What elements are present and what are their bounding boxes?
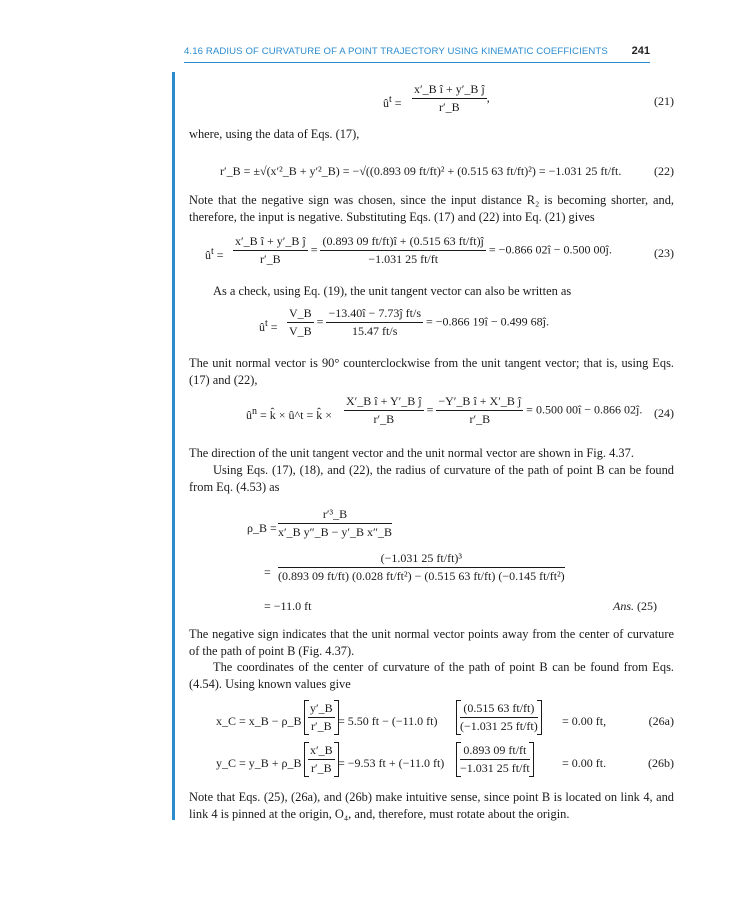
numerator: −13.40î − 7.73ĵ ft/s	[326, 306, 423, 323]
paragraph: where, using the data of Eqs. (17),	[189, 127, 360, 141]
equals: =	[394, 96, 402, 110]
paragraph: The direction of the unit tangent vector and the unit normal vector are shown in Fig. 4.37.	[189, 446, 634, 460]
denominator: (−1.031 25 ft/ft)	[460, 719, 538, 733]
equation-21	[0, 82, 737, 116]
answer-label: Ans.	[613, 599, 634, 613]
denominator: r′_B	[311, 761, 332, 775]
lhs: ρ_B =	[247, 521, 277, 535]
fraction-2	[436, 394, 523, 427]
result: = 0.00 ft.	[562, 756, 607, 770]
equation-24: $û^n$ = k̂ × û^t = k̂ × $\frac{\text{X′\_B î + Y′\_B ĵ}}{r'\_B}$ = $\frac{\text{−Y′\_B î + X′\_B ĵ}}{r'\_B}$ = 0.500 00î − 0.866 02ĵ. (24)	[246, 394, 674, 426]
equation-number: (21)	[654, 94, 674, 108]
denominator: x′_B y″_B − y′_B x″_B	[278, 525, 393, 539]
paragraph: The coordinates of the center of curvature of the path of point B can be found from Eqs. (4.54). Using known values give	[189, 660, 674, 691]
bracket	[304, 700, 339, 735]
lhs: û	[383, 96, 389, 110]
denominator: r′_B	[260, 252, 281, 266]
lhs: û	[259, 320, 265, 334]
section-title: 4.16 RADIUS OF CURVATURE OF A POINT TRAJECTORY USING KINEMATIC COEFFICIENTS	[184, 46, 608, 57]
numerator: 0.893 09 ft/ft	[460, 743, 530, 760]
result: = −0.866 19î − 0.499 68ĵ.	[426, 314, 549, 329]
header-rule	[184, 62, 650, 63]
comma: ,	[486, 90, 490, 105]
numerator: r′³_B	[278, 507, 392, 524]
fraction	[412, 82, 487, 115]
page-number: 241	[631, 45, 650, 57]
numerator: x′_B	[308, 743, 335, 760]
equation-number: (22)	[654, 164, 674, 178]
bracket	[456, 742, 534, 777]
equation-23: $û^t$ = $\frac{\text{x′\_B î + y′\_B ĵ}}{r'\_B}$ = $\frac{(0.893 09 ft/ft)î + (0.515 63 ft/ft)ĵ}{-1.031 25 ft/ft}$ = −0.866 02î − 0.500 00ĵ. (23)	[205, 234, 674, 266]
lhs: û	[205, 248, 211, 262]
paragraph: Note that Eqs. (25), (26a), and (26b) make intuitive sense, since point B is located on link 4, and link 4 is pinned at the origin, O₄, and, therefore, must rotate about the origin.	[189, 790, 674, 821]
cross-product: = k̂ × û^t = k̂ ×	[260, 408, 333, 422]
numerator: x′_B î + y′_B ĵ	[233, 234, 308, 251]
denominator: (0.893 09 ft/ft) (0.028 ft/ft²) − (0.515 63 ft/ft) (−0.145 ft/ft²)	[278, 569, 565, 583]
denominator: V_B	[289, 324, 312, 338]
paragraph: As a check, using Eq. (19), the unit tangent vector can also be written as	[213, 284, 572, 298]
denominator: −1.031 25 ft/ft	[460, 761, 530, 775]
equation-number: (26a)	[648, 714, 674, 728]
paragraph: Using Eqs. (17), (18), and (22), the radius of curvature of the path of point B can be found from Eq. (4.53) as	[189, 463, 674, 494]
numerator: (−1.031 25 ft/ft)³	[278, 551, 565, 568]
substitution: = −9.53 ft + (−11.0 ft)	[338, 756, 445, 770]
paragraph: Note that the negative sign was chosen, since the input distance R₂ is becoming shorter, and, therefore, the input is negative. Substituting Eqs. (17) and (22) into Eq. (21) gives	[189, 193, 674, 224]
numerator: X′_B î + Y′_B ĵ	[344, 394, 424, 411]
lhs: y_C = y_B + ρ_B	[216, 756, 302, 770]
result: = 0.500 00î − 0.866 02ĵ.	[526, 402, 643, 417]
result: = −0.866 02î − 0.500 00ĵ.	[488, 242, 612, 257]
sup: t	[211, 246, 214, 257]
fraction-1	[344, 394, 424, 427]
sup: n	[252, 406, 257, 417]
sup: t	[265, 318, 268, 329]
fraction-numeric	[320, 234, 485, 267]
bracket	[456, 700, 542, 735]
fraction-symbolic	[287, 306, 314, 339]
denominator: −1.031 25 ft/ft	[368, 252, 439, 266]
denominator: r′_B	[469, 412, 491, 426]
equation-number: (24)	[654, 406, 674, 420]
numerator: x′_B î + y′_B ĵ	[412, 82, 487, 99]
fraction-numeric	[326, 306, 423, 339]
bracket	[304, 742, 339, 777]
denominator: r′_B	[439, 100, 460, 114]
denominator: 15.47 ft/s	[352, 324, 398, 338]
fraction-symbolic	[278, 507, 392, 540]
numerator: (0.515 63 ft/ft)	[460, 701, 538, 718]
equation-check: $û^t$ = $\frac{V\_B}{V\_B}$ = $\frac{\text{−13.40î − 7.73ĵ ft/s}}{15.47 ft/s}$ = −0.866 19î − 0.499 68ĵ.	[259, 306, 549, 338]
numerator: (0.893 09 ft/ft)î + (0.515 63 ft/ft)ĵ	[320, 234, 485, 251]
denominator: r′_B	[373, 412, 395, 426]
lhs: x_C = x_B − ρ_B	[216, 714, 302, 728]
equation-number: (23)	[654, 246, 674, 260]
body: = ±√(x′²_B + y′²_B) = −√((0.893 09 ft/ft)² + (0.515 63 ft/ft)²) = −1.031 25 ft/ft.	[243, 164, 622, 178]
fraction-numeric	[278, 551, 565, 584]
numerator: y′_B	[308, 701, 335, 718]
denominator: r′_B	[311, 719, 332, 733]
result: = 0.00 ft,	[562, 714, 607, 728]
equation-number: (25)	[637, 599, 657, 613]
equation-26a	[0, 700, 737, 744]
lhs: r′_B	[220, 164, 241, 178]
numerator: −Y′_B î + X′_B ĵ	[436, 394, 523, 411]
paragraph: The unit normal vector is 90° counterclockwise from the unit tangent vector; that is, using Eqs. (17) and (22),	[189, 356, 674, 387]
result: = −11.0 ft	[264, 599, 312, 613]
equation-26b	[0, 742, 737, 786]
numerator: V_B	[287, 306, 314, 323]
lhs: û	[246, 408, 252, 422]
fraction-symbolic	[233, 234, 308, 267]
substitution: = 5.50 ft − (−11.0 ft)	[338, 714, 438, 728]
equation-25: ρ_B = $\frac{\text{r′³\_B}}{\text{x′\_B y″\_B − y′\_B x″\_B}}$ = (−1.031 25 ft/ft)³ (0.893 09 ft/ft) (0.028 ft/ft²) − (0.515 63 ft/ft) (−0.145 ft/ft²) = −11.0 ft Ans. (25)	[247, 507, 657, 613]
paragraph: The negative sign indicates that the unit normal vector points away from the center of curvature of the path of point B (Fig. 4.37).	[189, 627, 674, 658]
equation-number: (26b)	[648, 756, 674, 770]
equation-22	[0, 160, 737, 190]
running-header	[184, 46, 650, 60]
sup: t	[389, 94, 392, 105]
